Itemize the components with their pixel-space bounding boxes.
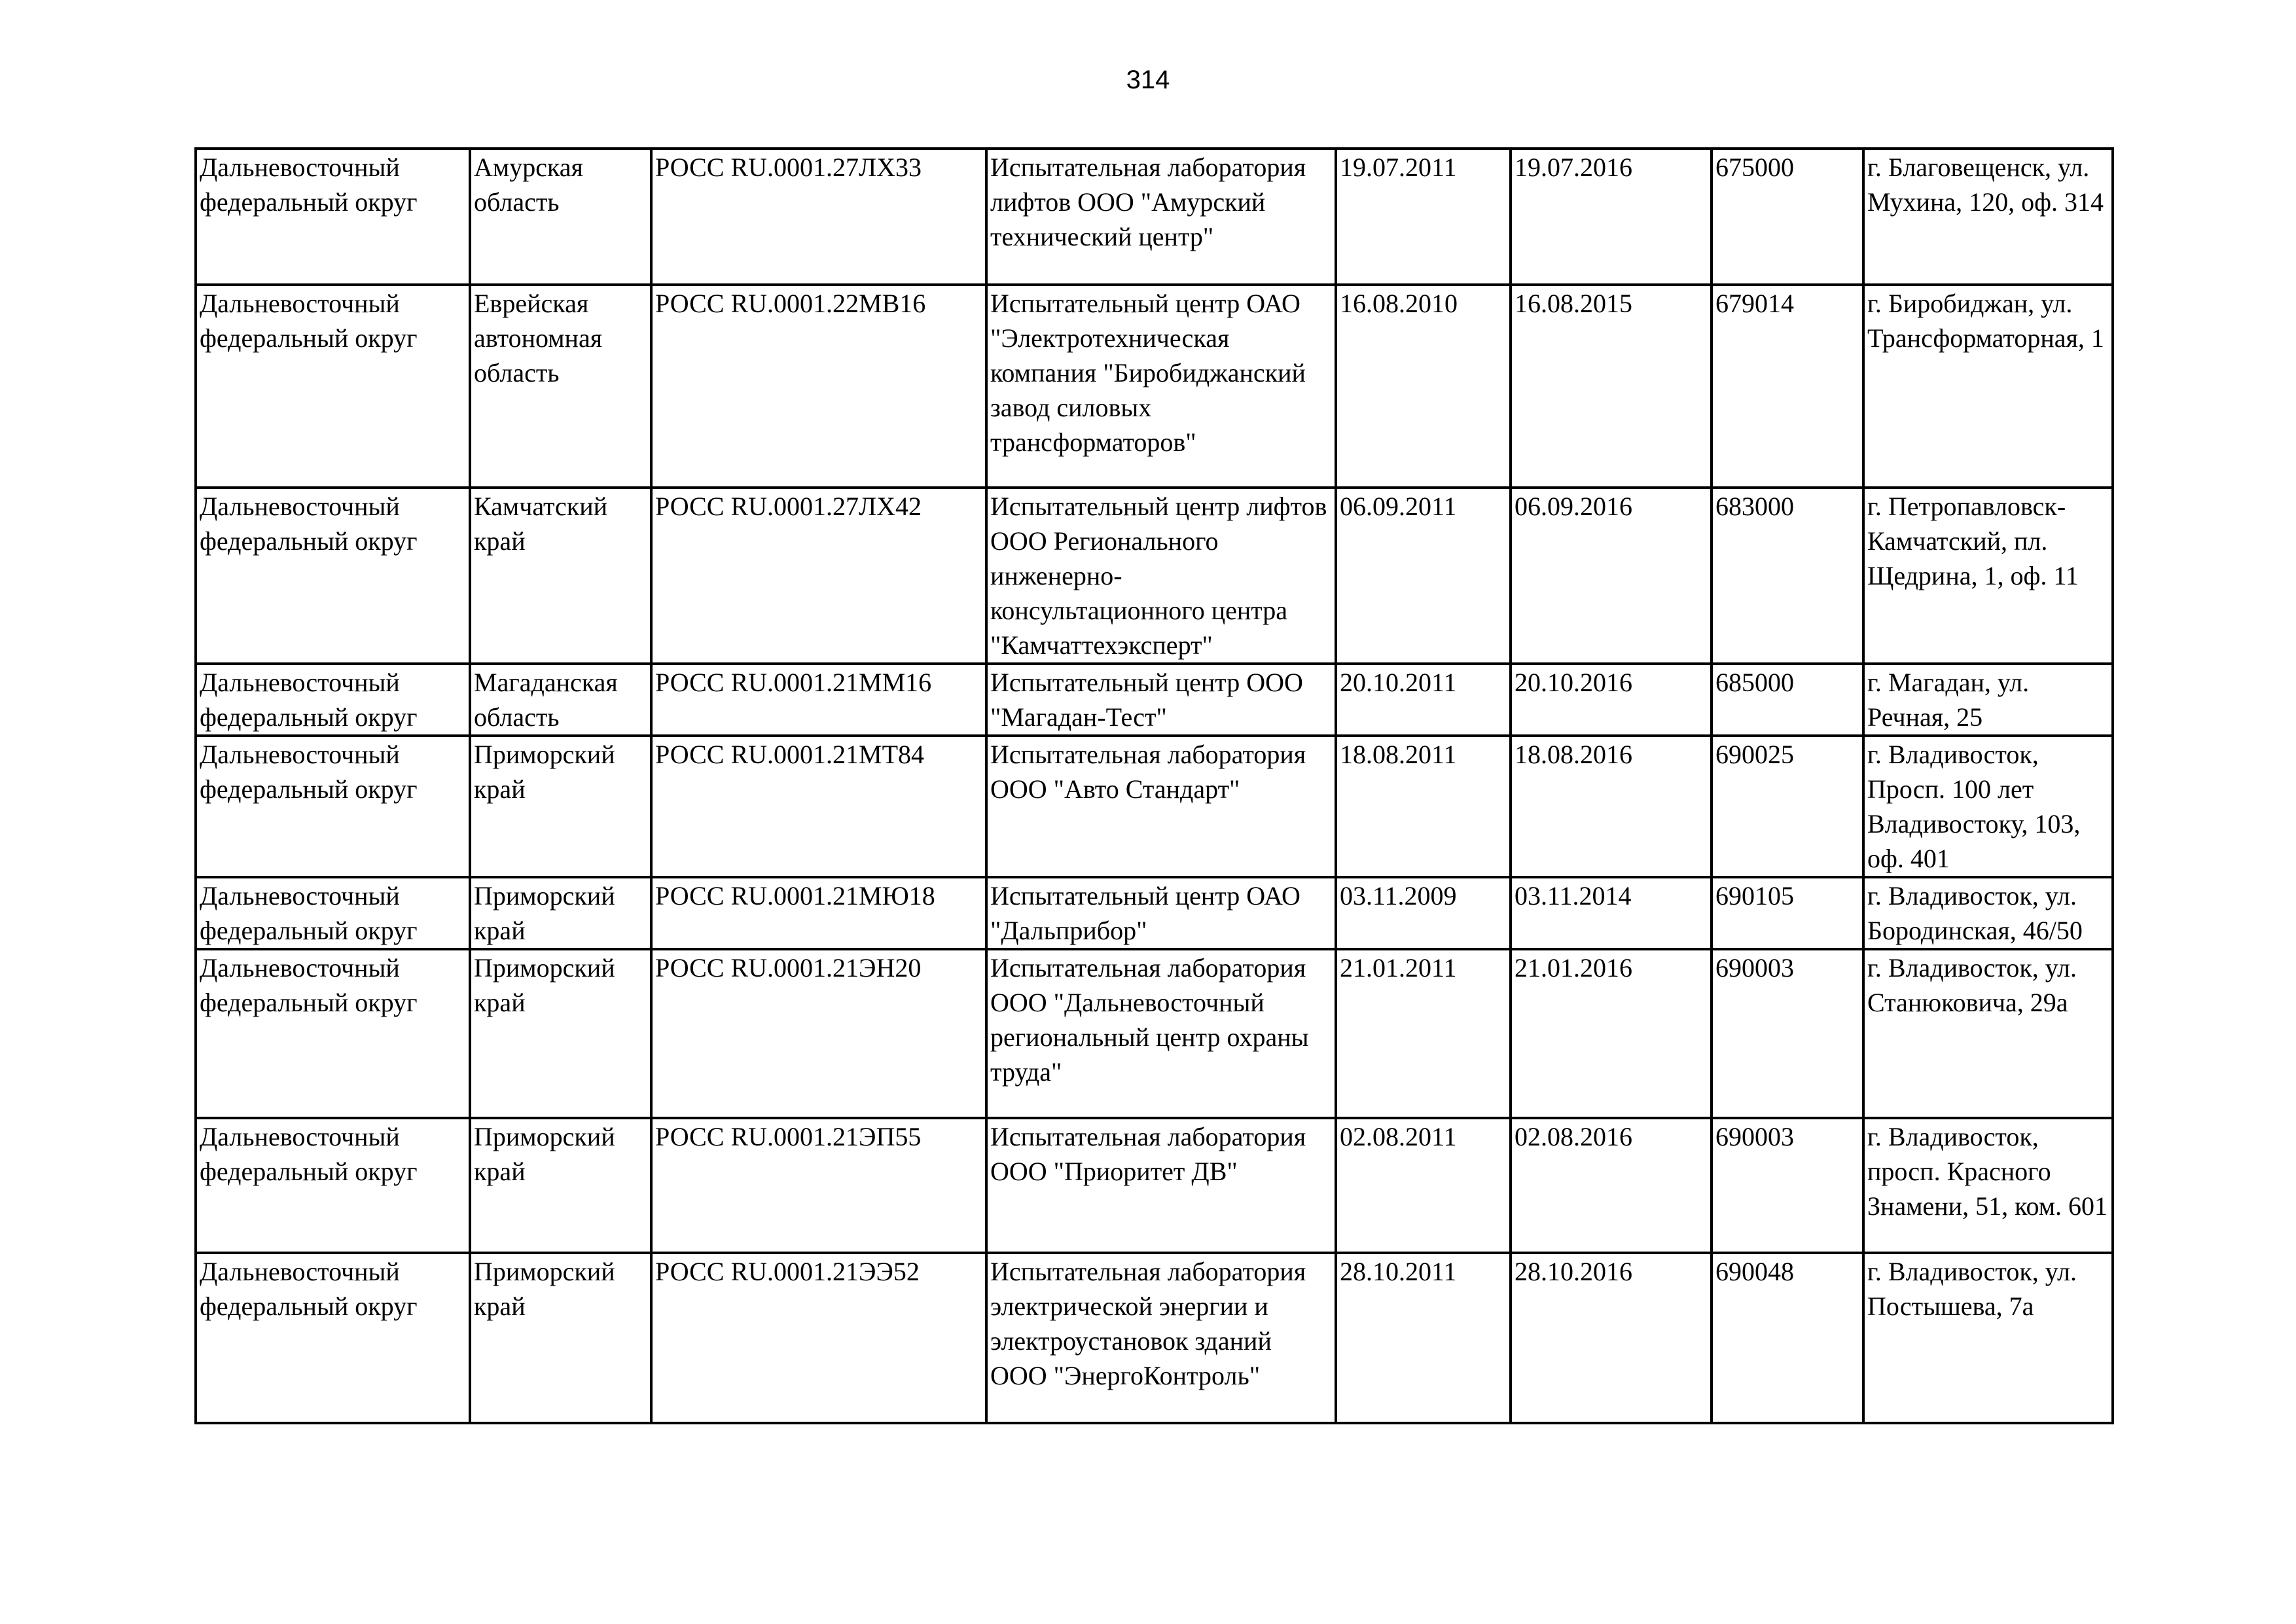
cell-postcode: 685000 [1712,664,1863,736]
cell-lab-name: Испытательный центр ОАО "Дальприбор" [986,877,1336,949]
cell-district: Дальневосточный федеральный округ [196,949,470,1118]
cell-district: Дальневосточный федеральный округ [196,664,470,736]
cell-district: Дальневосточный федеральный округ [196,285,470,488]
cell-date-from: 02.08.2011 [1336,1118,1511,1253]
table-row [196,1118,2113,1253]
cell-lab-name: Испытательная лаборатория ООО "Дальневосточный региональный центр охраны труда" [986,949,1336,1118]
cell-region: Камчатский край [470,488,651,664]
cell-date-to: 06.09.2016 [1511,488,1712,664]
cell-certificate: РОСС RU.0001.27ЛХ33 [651,149,986,285]
cell-lab-name: Испытательный центр ОАО "Электротехническая компания "Биробиджанский завод силовых трансформаторов" [986,285,1336,488]
cell-certificate: РОСС RU.0001.21ЭЭ52 [651,1253,986,1423]
cell-address: г. Владивосток, просп. Красного Знамени, 51, ком. 601 [1863,1118,2113,1253]
cell-address: г. Владивосток, ул. Постышева, 7а [1863,1253,2113,1423]
cell-address: г. Владивосток, ул. Станюковича, 29а [1863,949,2113,1118]
table-body [196,149,2113,1423]
cell-postcode: 690025 [1712,736,1863,877]
cell-certificate: РОСС RU.0001.21МТ84 [651,736,986,877]
page-number: 314 [1126,65,1170,94]
cell-address: г. Владивосток, ул. Бородинская, 46/50 [1863,877,2113,949]
table-row [196,149,2113,285]
cell-postcode: 690105 [1712,877,1863,949]
cell-certificate: РОСС RU.0001.21ЭН20 [651,949,986,1118]
cell-address: г. Владивосток, Просп. 100 лет Владивостоку, 103, оф. 401 [1863,736,2113,877]
cell-region: Приморский край [470,1118,651,1253]
cell-certificate: РОСС RU.0001.21ЭП55 [651,1118,986,1253]
cell-region: Еврейская автономная область [470,285,651,488]
cell-date-from: 28.10.2011 [1336,1253,1511,1423]
cell-address: г. Магадан, ул. Речная, 25 [1863,664,2113,736]
cell-region: Приморский край [470,736,651,877]
cell-postcode: 683000 [1712,488,1863,664]
cell-district: Дальневосточный федеральный округ [196,736,470,877]
cell-region: Приморский край [470,1253,651,1423]
cell-postcode: 690003 [1712,949,1863,1118]
cell-address: г. Благовещенск, ул. Мухина, 120, оф. 314 [1863,149,2113,285]
cell-date-from: 21.01.2011 [1336,949,1511,1118]
cell-certificate: РОСС RU.0001.21МЮ18 [651,877,986,949]
cell-date-from: 06.09.2011 [1336,488,1511,664]
cell-date-to: 20.10.2016 [1511,664,1712,736]
cell-date-to: 16.08.2015 [1511,285,1712,488]
cell-lab-name: Испытательная лаборатория электрической энергии и электроустановок зданий ООО "ЭнергоКонтроль" [986,1253,1336,1423]
cell-region: Магаданская область [470,664,651,736]
cell-date-to: 21.01.2016 [1511,949,1712,1118]
registry-table [194,147,2114,1424]
cell-date-from: 03.11.2009 [1336,877,1511,949]
cell-date-from: 16.08.2010 [1336,285,1511,488]
cell-district: Дальневосточный федеральный округ [196,1118,470,1253]
table-row [196,949,2113,1118]
cell-date-from: 18.08.2011 [1336,736,1511,877]
cell-district: Дальневосточный федеральный округ [196,1253,470,1423]
cell-address: г. Петропавловск-Камчатский, пл. Щедрина, 1, оф. 11 [1863,488,2113,664]
table-row [196,1253,2113,1423]
cell-lab-name: Испытательная лаборатория ООО "Авто Стандарт" [986,736,1336,877]
cell-postcode: 675000 [1712,149,1863,285]
cell-lab-name: Испытательный центр ООО "Магадан-Тест" [986,664,1336,736]
cell-region: Приморский край [470,877,651,949]
cell-region: Амурская область [470,149,651,285]
table-row [196,488,2113,664]
cell-district: Дальневосточный федеральный округ [196,488,470,664]
cell-certificate: РОСС RU.0001.27ЛХ42 [651,488,986,664]
table-row [196,664,2113,736]
cell-date-to: 02.08.2016 [1511,1118,1712,1253]
cell-date-to: 18.08.2016 [1511,736,1712,877]
cell-date-to: 28.10.2016 [1511,1253,1712,1423]
cell-date-from: 20.10.2011 [1336,664,1511,736]
cell-postcode: 690048 [1712,1253,1863,1423]
cell-postcode: 690003 [1712,1118,1863,1253]
cell-date-to: 19.07.2016 [1511,149,1712,285]
cell-postcode: 679014 [1712,285,1863,488]
table-row [196,736,2113,877]
cell-lab-name: Испытательная лаборатория ООО "Приоритет ДВ" [986,1118,1336,1253]
cell-certificate: РОСС RU.0001.22МВ16 [651,285,986,488]
cell-district: Дальневосточный федеральный округ [196,149,470,285]
cell-lab-name: Испытательный центр лифтов ООО Регионального инженерно-консультационного центра "Камчаттехэксперт" [986,488,1336,664]
cell-certificate: РОСС RU.0001.21ММ16 [651,664,986,736]
cell-district: Дальневосточный федеральный округ [196,877,470,949]
table-row [196,285,2113,488]
cell-date-to: 03.11.2014 [1511,877,1712,949]
cell-lab-name: Испытательная лаборатория лифтов ООО "Амурский технический центр" [986,149,1336,285]
cell-address: г. Биробиджан, ул. Трансформаторная, 1 [1863,285,2113,488]
cell-date-from: 19.07.2011 [1336,149,1511,285]
cell-region: Приморский край [470,949,651,1118]
table-row [196,877,2113,949]
